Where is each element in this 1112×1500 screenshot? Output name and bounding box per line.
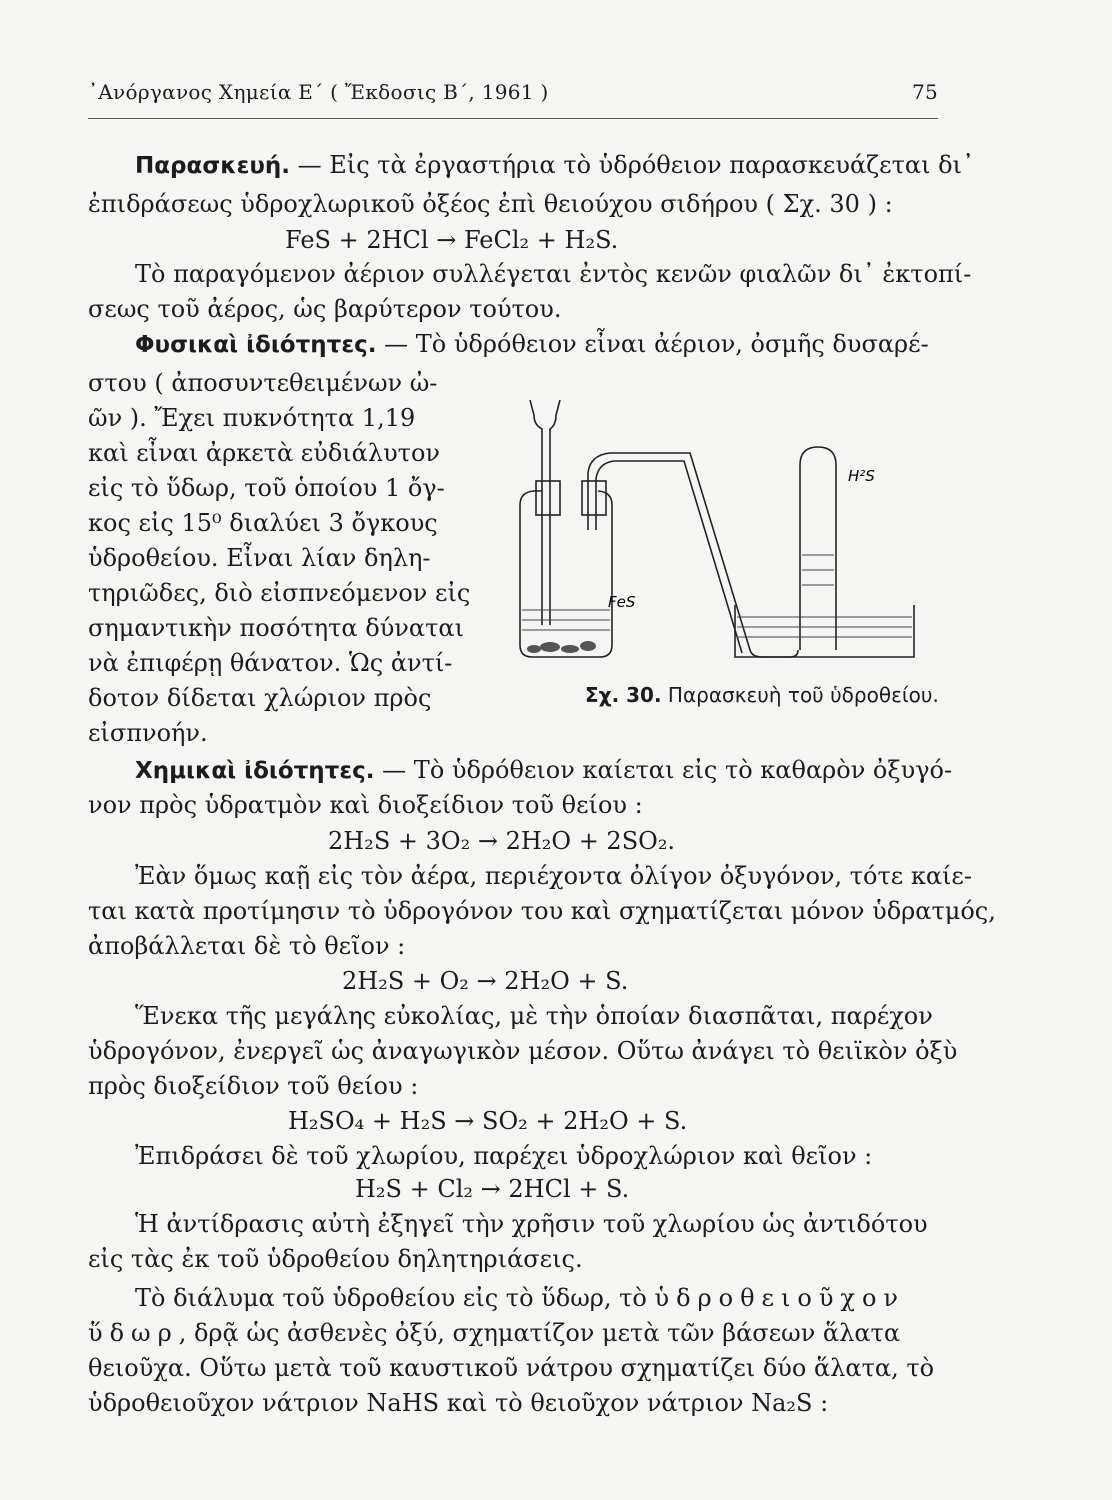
trough <box>735 605 914 657</box>
chem-line-5: ἀποβάλλεται δὲ τὸ θεῖον : <box>88 932 406 960</box>
flask-shoulder <box>520 491 542 505</box>
solution-line-3: θειοῦχα. Οὕτω μετὰ τοῦ καυστικοῦ νάτρου σχηματίζει δύο ἅλατα, τὸ <box>88 1354 935 1382</box>
chem-line-3: Ἐὰν ὅμως καῇ εἰς τὸν ἀέρα, περιέχοντα ὀλίγον ὀξυγόνον, τότε καίε- <box>135 862 972 890</box>
chem-line-2: νον πρὸς ὑδρατμὸν καὶ διοξείδιον τοῦ θείου : <box>88 791 643 819</box>
caption-number: Σχ. 30. <box>585 683 662 707</box>
chem-line-11: εἰς τὰς ἐκ τοῦ ὑδροθείου δηλητηριάσεις. <box>88 1245 583 1273</box>
phys-text: — Τὸ ὑδρόθειον εἶναι ἀέριον, ὀσμῆς δυσαρέ- <box>376 330 929 358</box>
chem-line-9: Ἐπιδράσει δὲ τοῦ χλωρίου, παρέχει ὑδροχλώριον καὶ θεῖον : <box>135 1142 873 1170</box>
h2s-apparatus-figure <box>490 395 930 670</box>
phys-line-9: σημαντικὴν ποσότητα δύναται <box>88 614 464 642</box>
phys-line-2: στου ( ἀποσυντεθειμένων ὠ- <box>88 369 438 397</box>
caption-text: Παρασκευὴ τοῦ ὑδροθείου. <box>661 683 939 707</box>
chem-line-4: ται κατὰ προτίμησιν τὸ ὑδρογόνον του καὶ σχηματίζεται μόνον ὑδρατμός, <box>88 897 996 925</box>
phys-line-6: κος εἰς 15⁰ διαλύει 3 ὄγκους <box>88 509 438 537</box>
solution-line-4: ὑδροθειοῦχον νάτριον NaHS καὶ τὸ θειοῦχον νάτριον Na₂S : <box>88 1389 829 1417</box>
delivery-tube-inner <box>596 461 742 653</box>
term-hydrosulfide-water: ὑδροθειοῦχον <box>654 1284 906 1312</box>
phys-line-11: δοτον δίδεται χλώριον πρὸς <box>88 684 432 712</box>
equation-1: FeS + 2HCl → FeCl₂ + H₂S. <box>285 226 619 254</box>
running-title: ᾿Ανόργανος Χημεία Ε΄ ( Ἔκδοσις Β΄, 1961 ) <box>88 80 549 104</box>
flask-stopper <box>536 481 560 515</box>
equation-4: H₂SO₄ + H₂S → SO₂ + 2H₂O + S. <box>288 1107 688 1135</box>
flask-body <box>520 491 612 657</box>
chem-line-8: πρὸς διοξείδιον τοῦ θείου : <box>88 1072 419 1100</box>
equation-5: H₂S + Cl₂ → 2HCl + S. <box>355 1175 630 1203</box>
phys-line-1 <box>135 329 929 360</box>
chem-line-6: Ἕνεκα τῆς μεγάλης εὐκολίας, μὲ τὴν ὁποίαν διασπᾶται, παρέχον <box>135 1002 933 1030</box>
solution-line-2 <box>88 1318 900 1348</box>
solution-text: , δρᾷ ὡς ἀσθενὲς ὀξύ, σχηματίζον μετὰ τῶν βάσεων ἅλατα <box>178 1319 901 1347</box>
prep-line-4: σεως τοῦ ἀέρος, ὡς βαρύτερον τούτου. <box>88 295 562 323</box>
header-rule <box>88 118 938 119</box>
term-water: ὕδωρ <box>88 1319 179 1347</box>
equation-2: 2H₂S + 3O₂ → 2H₂O + 2SO₂. <box>328 827 676 855</box>
running-head <box>88 80 938 104</box>
page-number: 75 <box>911 80 938 104</box>
solution-line-1 <box>135 1283 905 1313</box>
figure-caption <box>585 683 939 707</box>
prep-text: — Εἰς τὰ ἐργαστήρια τὸ ὑδρόθειον παρασκευάζεται δι᾿ <box>290 151 974 179</box>
section-heading-chemical: Χημικαὶ ἰδιότητες. <box>135 758 375 784</box>
section-heading-preparation: Παρασκευή. <box>135 153 291 179</box>
chem-line-1 <box>135 755 952 786</box>
delivery-tube-outer <box>588 453 798 657</box>
chem-line-10: Ἡ ἀντίδρασις αὐτὴ ἐξηγεῖ τὴν χρῆσιν τοῦ χλωρίου ὡς ἀντιδότου <box>135 1210 928 1238</box>
delivery-stopper <box>582 481 606 515</box>
collecting-jar <box>800 447 836 650</box>
prep-line-3: Τὸ παραγόμενον ἀέριον συλλέγεται ἐντὸς κενῶν φιαλῶν δι᾿ ἐκτοπί- <box>135 260 972 288</box>
fes-lumps <box>527 641 596 653</box>
phys-line-5: εἰς τὸ ὕδωρ, τοῦ ὁποίου 1 ὄγ- <box>88 474 445 502</box>
prep-line-2: ἐπιδράσεως ὑδροχλωρικοῦ ὀξέος ἐπὶ θειούχου σιδήρου ( Σχ. 30 ) : <box>88 190 893 218</box>
label-h2s: H²S <box>848 467 875 485</box>
prep-line-1 <box>135 150 974 181</box>
chem-text: — Τὸ ὑδρόθειον καίεται εἰς τὸ καθαρὸν ὀξυγό- <box>374 756 953 784</box>
chem-line-7: ὑδρογόνον, ἐνεργεῖ ὡς ἀναγωγικὸν μέσον. Οὕτω ἀνάγει τὸ θειϊκὸν ὀξὺ <box>88 1037 958 1065</box>
phys-line-3: ῶν ). Ἔχει πυκνότητα 1,19 <box>88 404 416 432</box>
solution-text: Τὸ διάλυμα τοῦ ὑδροθείου εἰς τὸ ὕδωρ, τὸ <box>135 1284 655 1312</box>
phys-line-12: εἰσπνοήν. <box>88 719 208 747</box>
equation-3: 2H₂S + O₂ → 2H₂O + S. <box>342 967 629 995</box>
funnel-stem-right <box>550 400 560 625</box>
phys-line-10: νὰ ἐπιφέρῃ θάνατον. Ὡς ἀντί- <box>88 649 453 677</box>
label-fes: FeS <box>608 593 636 611</box>
phys-line-8: τηριῶδες, διὸ εἰσπνεόμενον εἰς <box>88 579 471 607</box>
phys-line-7: ὑδροθείου. Εἶναι λίαν δηλη- <box>88 544 431 572</box>
phys-line-4: καὶ εἶναι ἀρκετὰ εὐδιάλυτον <box>88 439 440 467</box>
section-heading-physical: Φυσικαὶ ἰδιότητες. <box>135 332 377 358</box>
